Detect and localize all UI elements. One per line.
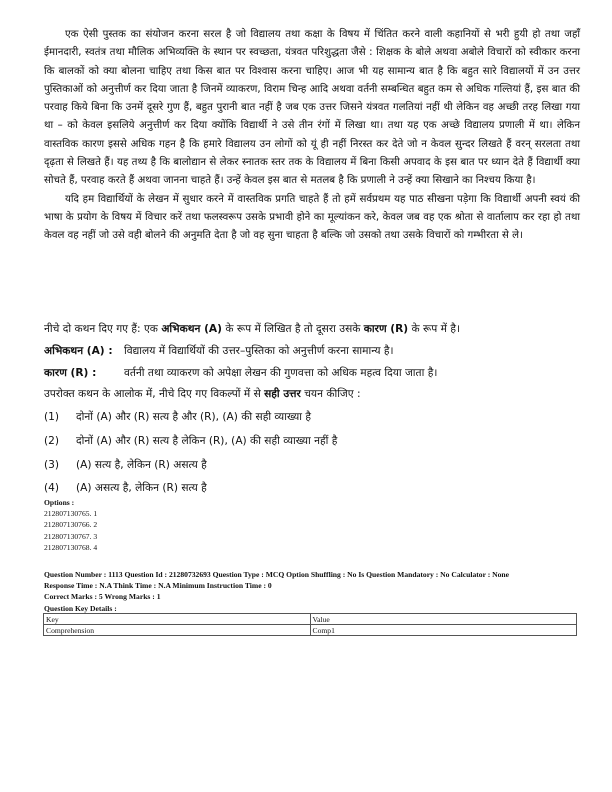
instruction-text: उपरोक्त कथन के आलोक में, नीचे दिए गए विकल्पों में से xyxy=(44,388,265,400)
option-number: (1) xyxy=(44,411,60,423)
option-id: 212807130766. 2 xyxy=(44,520,98,530)
stem-text: नीचे दो कथन दिए गए हैं: एक xyxy=(44,323,162,335)
instruction-text: चयन कीजिए : xyxy=(300,388,361,400)
instruction-emphasis: सही उत्तर xyxy=(264,388,301,400)
reason-label: कारण (R) : xyxy=(44,367,97,379)
option-4[interactable] xyxy=(44,481,207,495)
option-number: (3) xyxy=(44,459,60,471)
question-meta-line-1: Question Number : 1113 Question Id : 21280732693 Question Type : MCQ Option Shuffling : No Is Question Mandatory : No Calculator : None xyxy=(44,570,510,579)
table-cell: Comprehension xyxy=(44,625,311,636)
stem-text: के रूप में लिखित है तो दूसरा उसके xyxy=(221,323,364,335)
option-number: (4) xyxy=(44,482,60,494)
table-header-cell: Value xyxy=(310,614,577,625)
question-stem xyxy=(44,322,584,336)
stem-assertion-term: अभिकथन (A) xyxy=(161,323,222,335)
question-key-table xyxy=(43,613,577,636)
passage-paragraph-2: यदि हम विद्यार्थियों के लेखन में सुधार करने में वास्तविक प्रगति चाहते हैं तो हमें सर्वप्रथम यह पाठ सीखना पड़ेगा कि विद्यार्थी अपनी स्वयं की भाषा के प्रयोग के विषय में विचार करें तथा फलस्वरूप उसके प्रभावी होने का मूल्यांकन करे, केवल जब वह एक श्रोता से वार्तालाप कर रहा हो तथा केवल वह नहीं जो उसे वही बोलने की अनुमति देता है जो वह सुना चाहता है बल्कि जो उसको तथा उसके विचारों को गम्भीरता से ले। xyxy=(44,193,580,242)
assertion-label: अभिकथन (A) : xyxy=(44,345,113,357)
option-id: 212807130768. 4 xyxy=(44,542,98,552)
reason-text: वर्तनी तथा व्याकरण को अपेक्षा लेखन की गुणवत्ता को अधिक महत्व दिया जाता है। xyxy=(124,367,438,379)
comprehension-passage xyxy=(44,26,580,246)
table-cell: Comp1 xyxy=(310,625,577,636)
options-heading: Options : xyxy=(44,498,75,507)
option-text: (A) सत्य है, लेकिन (R) असत्य है xyxy=(76,459,207,471)
marks-line: Correct Marks : 5 Wrong Marks : 1 xyxy=(44,592,161,602)
instruction xyxy=(44,387,361,401)
reason-statement xyxy=(44,366,437,380)
assertion-statement xyxy=(44,344,393,358)
option-ids-block xyxy=(44,497,97,553)
option-text: (A) असत्य है, लेकिन (R) सत्य है xyxy=(76,482,207,494)
option-id: 212807130767. 3 xyxy=(44,531,98,541)
option-number: (2) xyxy=(44,435,60,447)
stem-reason-term: कारण (R) xyxy=(363,323,409,335)
assertion-text: विद्यालय में विद्यार्थियों की उत्तर–पुस्तिका को अनुत्तीर्ण करना सामान्य है। xyxy=(124,345,394,357)
option-1[interactable] xyxy=(44,410,311,424)
option-2[interactable] xyxy=(44,434,337,448)
key-details-heading: Question Key Details : xyxy=(44,603,117,613)
table-header-cell: Key xyxy=(44,614,311,625)
option-text: दोनों (A) और (R) सत्य है लेकिन (R), (A) की सही व्याख्या नहीं है xyxy=(76,435,338,447)
stem-text: के रूप में है। xyxy=(408,323,460,335)
option-id: 212807130765. 1 xyxy=(44,509,98,519)
option-3[interactable] xyxy=(44,458,207,472)
question-meta-line-2: Response Time : N.A Think Time : N.A Minimum Instruction Time : 0 xyxy=(44,581,272,591)
question-meta xyxy=(44,569,509,614)
table-header-row xyxy=(44,614,577,625)
table-row xyxy=(44,625,577,636)
passage-paragraph-1: एक ऐसी पुस्तक का संयोजन करना सरल है जो विद्यालय तथा कक्षा के विषय में चिंतित करने वाली कहानियों से भरी हुयी हो तथा जहाँ ईमानदारी, स्वतंत्र तथा मौलिक अभिव्यक्ति के स्थान पर स्वच्छता, यंत्रवत परिशुद्धता जैसे : शिक्षक के बोले अथवा अबोले विचारों को स्वीकार करना कि बालकों को क्या बोलना चाहिए तथा किस बात पर विश्वास करना चाहिए। आज भी यह सामान्य बात है कि बहुत सारे विद्यालयों में उन उत्तर पुस्तिकाओं को अनुत्तीर्ण कर दिया जाता है जिनमें व्याकरण, विराम चिन्ह आदि अथवा वर्तनी सम्बन्धित बहुत कम से अधिक गल्तियां हैं, इस बात की परवाह किये बिना कि उनमें दूसरे गुण हैं, बहुत पुरानी बात नहीं है जब एक उत्तर जिसने यंत्रवत गलतियां नहीं थी लेकिन वह अच्छी तरह लिखा गया था – को केवल इसलिये अनुत्तीर्ण कर दिया क्योंकि विद्यार्थी ने उसे तीन रंगों में लिखा था। तथा यह एक अच्छे विद्यालय प्रणाली में था। लेकिन वास्तविक कारण इससे अधिक गहन है कि हमारे विद्यालय उन लोगों को यूं ही नहीं निरस्त कर देते जो न केवल सुन्दर लिखते हैं वरन् सरलता तथा दृढ़ता से लिखते हैं। यह तथ्य है कि बालोद्यान से लेकर स्नातक स्तर तक के विद्यालय में बिना किसी अपवाद के इस बात पर ध्यान देते हैं विद्यार्थी क्या सोचते हैं, परवाह करते हैं अथवा जानना चाहते हैं। उन्हें केवल इस बात से मतलब है कि प्रणाली ने उन्हें क्या सिखाने का निश्चय किया है। xyxy=(44,29,580,187)
option-text: दोनों (A) और (R) सत्य है और (R), (A) की सही व्याख्या है xyxy=(76,411,312,423)
